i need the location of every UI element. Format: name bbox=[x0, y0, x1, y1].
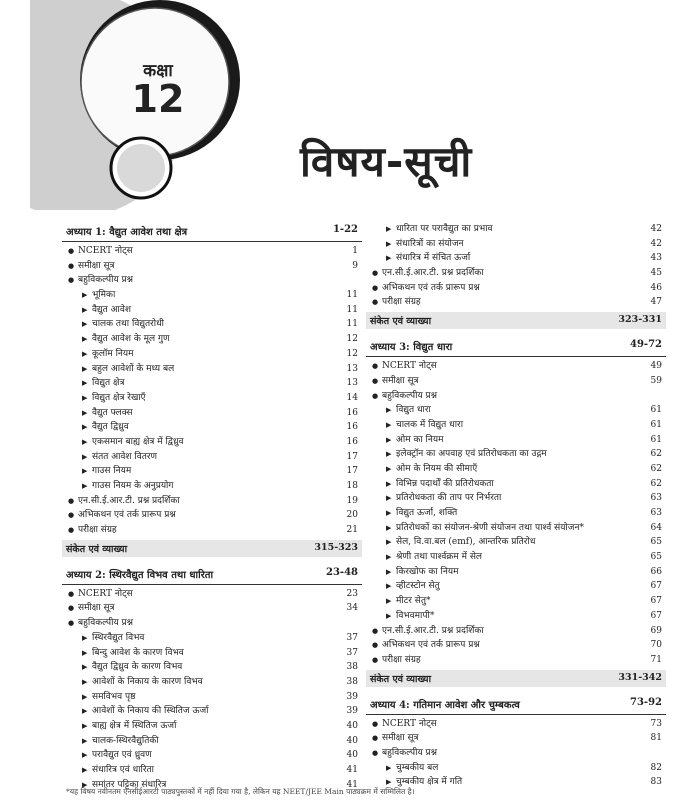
bullet-icon: ● bbox=[372, 376, 379, 385]
arrow-icon: ▶ bbox=[82, 408, 88, 417]
toc-entry[interactable] bbox=[366, 389, 666, 404]
bullet-icon: ● bbox=[372, 283, 379, 292]
toc-entry-page: 13 bbox=[346, 363, 358, 374]
toc-entry-page: 70 bbox=[650, 640, 662, 651]
toc-entry-title: वैद्युत आवेश bbox=[92, 304, 131, 315]
arrow-icon: ▶ bbox=[386, 778, 392, 787]
toc-entry[interactable] bbox=[62, 508, 362, 523]
bullet-icon: ● bbox=[372, 362, 379, 371]
arrow-icon: ▶ bbox=[82, 482, 88, 490]
toc-entry-title: गाउस नियम के अनुप्रयोग bbox=[92, 481, 174, 491]
arrow-icon: ▶ bbox=[386, 239, 392, 248]
bullet-icon: ● bbox=[68, 496, 75, 505]
bullet-icon: ● bbox=[372, 269, 379, 278]
bullet-icon: ● bbox=[372, 391, 379, 400]
toc-entry-page: 62 bbox=[650, 463, 662, 474]
bullet-icon: ● bbox=[372, 298, 379, 307]
arrow-icon: ▶ bbox=[82, 663, 88, 672]
toc-entry-title: समीक्षा सूत्र bbox=[78, 260, 115, 271]
arrow-icon: ▶ bbox=[386, 420, 392, 429]
toc-entry-page: 13 bbox=[346, 378, 358, 389]
arrow-icon: ▶ bbox=[82, 766, 88, 774]
toc-entry-title: वैद्युत आवेश के मूल गुण bbox=[92, 334, 170, 345]
toc-entry-title: संधारित्र एवं धारिता bbox=[92, 765, 154, 775]
solutions-label: संकेत एवं व्याख्या bbox=[370, 673, 432, 685]
bullet-icon: ● bbox=[372, 719, 379, 728]
chapter-heading[interactable] bbox=[366, 337, 666, 357]
toc-entry[interactable] bbox=[62, 406, 362, 421]
arrow-icon: ▶ bbox=[386, 406, 392, 415]
toc-entry[interactable] bbox=[366, 638, 666, 653]
chapter-title: अध्याय 4: गतिमान आवेश और चुम्बकत्व bbox=[370, 699, 520, 711]
toc-entry[interactable] bbox=[366, 462, 666, 477]
toc-entry-page: 37 bbox=[346, 647, 358, 658]
toc-entry-page: 19 bbox=[346, 495, 358, 506]
solutions-row[interactable] bbox=[62, 540, 362, 557]
toc-entry-title: समीक्षा सूत्र bbox=[78, 603, 115, 614]
toc-entry-title: परावैद्युत एवं ध्रुवण bbox=[92, 750, 152, 761]
toc-entry-page: 65 bbox=[650, 537, 662, 548]
arrow-icon: ▶ bbox=[82, 677, 88, 686]
toc-entry-title: बहुविकल्पीय प्रश्न bbox=[382, 390, 438, 401]
toc-entry-page: 82 bbox=[650, 762, 662, 773]
toc-entry[interactable] bbox=[62, 391, 362, 406]
toc-entry-title: स्थिरवैद्युत विभव bbox=[92, 632, 145, 643]
bullet-icon: ● bbox=[68, 276, 75, 285]
toc-entry[interactable] bbox=[62, 332, 362, 347]
toc-entry-page: 18 bbox=[346, 481, 358, 491]
toc-entry-title: विद्युत धारा bbox=[396, 405, 431, 416]
bullet-icon: ● bbox=[68, 247, 75, 255]
toc-entry-title: कूलॉम नियम bbox=[92, 348, 134, 359]
arrow-icon: ▶ bbox=[386, 597, 392, 606]
toc-entry[interactable] bbox=[366, 295, 666, 310]
toc-entry-page: 61 bbox=[650, 419, 662, 430]
toc-entry[interactable] bbox=[366, 477, 666, 492]
arrow-icon: ▶ bbox=[82, 721, 88, 730]
toc-entry[interactable] bbox=[366, 535, 666, 550]
arrow-icon: ▶ bbox=[82, 349, 88, 358]
toc-entry-page: 12 bbox=[346, 334, 358, 345]
arrow-icon: ▶ bbox=[386, 509, 392, 517]
toc-entry[interactable] bbox=[366, 251, 666, 266]
toc-entry[interactable] bbox=[62, 435, 362, 450]
toc-entry-title: परीक्षा संग्रह bbox=[382, 654, 421, 665]
toc-entry[interactable] bbox=[62, 748, 362, 763]
toc-entry[interactable] bbox=[366, 403, 666, 418]
toc-entry-page: 17 bbox=[346, 466, 358, 477]
toc-entry-page: 38 bbox=[346, 662, 358, 673]
chapter-pages: 73-92 bbox=[630, 696, 662, 708]
toc-entry[interactable] bbox=[366, 609, 666, 624]
bullet-icon: ● bbox=[68, 589, 75, 598]
bullet-icon: ● bbox=[372, 748, 379, 757]
toc-entry-page: 11 bbox=[346, 290, 358, 301]
toc-entry[interactable] bbox=[62, 719, 362, 734]
toc-entry-title: बहुविकल्पीय प्रश्न bbox=[78, 618, 134, 629]
toc-entry[interactable] bbox=[62, 601, 362, 616]
toc-entry-title: सेल, वि.वा.बल (emf), आन्तरिक प्रतिरोध bbox=[396, 537, 536, 548]
toc-entry-title: बाह्य क्षेत्र में स्थितिज ऊर्जा bbox=[92, 720, 177, 731]
toc-entry-page: 81 bbox=[650, 733, 662, 744]
toc-entry-title: समांतर पट्टिका संधारित्र bbox=[92, 779, 167, 790]
arrow-icon: ▶ bbox=[386, 567, 392, 576]
arrow-icon: ▶ bbox=[82, 736, 88, 745]
toc-entry-page: 40 bbox=[346, 750, 358, 761]
toc-entry-title: चालक-स्थिरवैद्युतिकी bbox=[92, 735, 159, 746]
toc-entry-title: परीक्षा संग्रह bbox=[78, 525, 117, 536]
chapter-heading[interactable] bbox=[62, 565, 362, 585]
toc-entry-page: 41 bbox=[346, 779, 358, 790]
toc-entry-page: 11 bbox=[346, 304, 358, 315]
toc-entry[interactable] bbox=[366, 418, 666, 433]
toc-entry[interactable] bbox=[366, 506, 666, 521]
toc-entry-page: 40 bbox=[346, 720, 358, 731]
chapter-title: अध्याय 3: विद्युत धारा bbox=[370, 342, 453, 354]
toc-entry[interactable] bbox=[366, 521, 666, 536]
toc-entry[interactable] bbox=[62, 317, 362, 332]
toc-entry-title: विद्युत ऊर्जा, शक्ति bbox=[396, 508, 458, 518]
arrow-icon: ▶ bbox=[386, 494, 392, 503]
arrow-icon: ▶ bbox=[82, 692, 88, 701]
toc-entry[interactable] bbox=[366, 594, 666, 609]
toc-entry-title: श्रेणी तथा पार्श्वक्रम में सेल bbox=[396, 552, 482, 563]
arrow-icon: ▶ bbox=[386, 225, 392, 233]
arrow-icon: ▶ bbox=[82, 467, 88, 476]
toc-entry-page: 62 bbox=[650, 478, 662, 489]
toc-entry[interactable] bbox=[366, 491, 666, 506]
toc-entry-page: 43 bbox=[650, 253, 662, 264]
toc-entry[interactable] bbox=[366, 433, 666, 448]
toc-entry[interactable] bbox=[62, 244, 362, 259]
toc-entry-page: 61 bbox=[650, 405, 662, 416]
arrow-icon: ▶ bbox=[386, 254, 392, 263]
toc-entry-title: वैद्युत द्विध्रुव bbox=[92, 422, 129, 433]
arrow-icon: ▶ bbox=[386, 464, 392, 473]
toc-entry-page: 1 bbox=[352, 246, 358, 256]
toc-entry-page: 69 bbox=[650, 625, 662, 636]
toc-entry-title: विभिन्न पदार्थों की प्रतिरोधकता bbox=[396, 478, 494, 489]
toc-entry-title: विद्युत क्षेत्र रेखाएँ bbox=[92, 392, 146, 403]
toc-entry[interactable] bbox=[62, 303, 362, 318]
toc-entry[interactable] bbox=[62, 646, 362, 661]
arrow-icon: ▶ bbox=[82, 437, 88, 446]
toc-entry-page: 9 bbox=[352, 260, 358, 271]
toc-entry-page: 73 bbox=[650, 718, 662, 729]
toc-entry-page: 49 bbox=[650, 361, 662, 372]
toc-entry[interactable] bbox=[62, 690, 362, 705]
toc-entry[interactable] bbox=[366, 222, 666, 237]
toc-entry[interactable] bbox=[62, 523, 362, 538]
toc-entry-page: 16 bbox=[346, 422, 358, 433]
toc-entry-page: 62 bbox=[650, 449, 662, 460]
toc-entry-title: गाउस नियम bbox=[92, 466, 132, 477]
toc-entry-title: NCERT नोट्स bbox=[382, 718, 437, 729]
toc-entry-page: 21 bbox=[346, 525, 358, 536]
toc-entry-title: आवेशों के निकाय के कारण विभव bbox=[92, 676, 203, 687]
toc-entry-page: 34 bbox=[346, 603, 358, 614]
arrow-icon: ▶ bbox=[386, 611, 392, 620]
toc-entry-page: 37 bbox=[346, 632, 358, 643]
toc-entry-page: 71 bbox=[650, 654, 662, 665]
toc-entry-page: 46 bbox=[650, 282, 662, 293]
toc-entry-page: 41 bbox=[346, 765, 358, 775]
arrow-icon: ▶ bbox=[82, 707, 88, 716]
toc-right-column bbox=[366, 222, 666, 790]
toc-entry-page: 61 bbox=[650, 434, 662, 445]
toc-entry-page: 23 bbox=[346, 588, 358, 599]
toc-entry-page: 83 bbox=[650, 777, 662, 788]
bullet-icon: ● bbox=[68, 511, 75, 520]
toc-entry[interactable] bbox=[366, 565, 666, 580]
toc-entry-title: अभिकथन एवं तर्क प्रारूप प्रश्न bbox=[78, 510, 176, 521]
toc-entry[interactable] bbox=[62, 288, 362, 303]
toc-entry-title: व्हीटस्टोन सेतु bbox=[396, 581, 440, 592]
bullet-icon: ● bbox=[68, 619, 75, 628]
toc-entry-title: संधारित्र में संचित ऊर्जा bbox=[396, 253, 471, 264]
arrow-icon: ▶ bbox=[82, 452, 88, 461]
toc-entry-title: समीक्षा सूत्र bbox=[382, 733, 419, 744]
solutions-label: संकेत एवं व्याख्या bbox=[66, 543, 128, 555]
arrow-icon: ▶ bbox=[82, 633, 88, 642]
toc-entry-page: 67 bbox=[650, 610, 662, 621]
arrow-icon: ▶ bbox=[386, 435, 392, 444]
bullet-icon: ● bbox=[372, 655, 379, 664]
chapter-pages: 1-22 bbox=[332, 224, 358, 235]
toc-entry[interactable] bbox=[62, 420, 362, 435]
toc-entry-page: 16 bbox=[346, 407, 358, 418]
class-number: 12 bbox=[131, 77, 185, 121]
toc-entry-title: ओम के नियम की सीमाएँ bbox=[396, 463, 478, 474]
arrow-icon: ▶ bbox=[386, 553, 392, 562]
footnote: *यह विषय नवीनतम एनसीईआरटी पाठ्यपुस्तकों में नहीं दिया गया है, लेकिन यह NEET/JEE Main पाठ्यक्रम में सम्मिलित है। bbox=[66, 787, 415, 796]
toc-entry[interactable] bbox=[62, 631, 362, 646]
toc-entry[interactable] bbox=[366, 447, 666, 462]
toc-entry[interactable] bbox=[62, 362, 362, 377]
toc-entry-page: 40 bbox=[346, 735, 358, 746]
toc-entry-page: 64 bbox=[650, 522, 662, 533]
toc-entry-page: 63 bbox=[650, 508, 662, 518]
toc-entry-page: 42 bbox=[650, 238, 662, 249]
chapter-heading[interactable] bbox=[62, 222, 362, 242]
arrow-icon: ▶ bbox=[82, 320, 88, 329]
arrow-icon: ▶ bbox=[82, 648, 88, 657]
toc-entry[interactable] bbox=[62, 450, 362, 465]
toc-entry[interactable] bbox=[366, 761, 666, 776]
arrow-icon: ▶ bbox=[386, 582, 392, 591]
toc-entry[interactable] bbox=[62, 464, 362, 479]
toc-entry-title: परीक्षा संग्रह bbox=[382, 297, 421, 308]
toc-entry-title: इलेक्ट्रॉन का अपवाह एवं प्रतिरोधकता का उद्गम bbox=[396, 449, 547, 460]
bullet-icon: ● bbox=[372, 734, 379, 743]
toc-entry[interactable] bbox=[62, 259, 362, 274]
arrow-icon: ▶ bbox=[82, 751, 88, 760]
toc-entry-title: बिन्दु आवेश के कारण विभव bbox=[92, 647, 184, 658]
solutions-pages: 323-331 bbox=[618, 314, 662, 326]
toc-entry-title: मीटर सेतु* bbox=[396, 596, 431, 607]
toc-entry[interactable] bbox=[62, 347, 362, 362]
toc-entry-title: चालक तथा विद्युतरोधी bbox=[92, 319, 165, 330]
solutions-label: संकेत एवं व्याख्या bbox=[370, 316, 432, 328]
toc-entry[interactable] bbox=[366, 359, 666, 374]
arrow-icon: ▶ bbox=[82, 364, 88, 373]
toc-left-column bbox=[62, 222, 362, 792]
page-title: विषय-सूची bbox=[300, 137, 473, 186]
toc-entry[interactable] bbox=[366, 281, 666, 296]
arrow-icon: ▶ bbox=[386, 763, 392, 772]
toc-entry[interactable] bbox=[366, 374, 666, 389]
toc-entry[interactable] bbox=[62, 376, 362, 391]
toc-entry-page: 66 bbox=[650, 566, 662, 577]
arrow-icon: ▶ bbox=[386, 450, 392, 459]
toc-entry-page: 65 bbox=[650, 552, 662, 563]
toc-entry-page: 63 bbox=[650, 493, 662, 504]
toc-entry-title: बहुविकल्पीय प्रश्न bbox=[382, 747, 438, 758]
toc-entry-page: 38 bbox=[346, 676, 358, 687]
toc-entry-title: विद्युत क्षेत्र bbox=[92, 378, 125, 389]
toc-entry-page: 67 bbox=[650, 581, 662, 592]
toc-entry-page: 14 bbox=[346, 392, 358, 403]
toc-entry[interactable] bbox=[62, 704, 362, 719]
toc-entry-title: एन.सी.ई.आर.टी. प्रश्न प्रदर्शिका bbox=[78, 495, 180, 506]
toc-entry-page: 11 bbox=[346, 319, 358, 330]
toc-entry[interactable] bbox=[366, 266, 666, 281]
toc-entry[interactable] bbox=[62, 479, 362, 494]
solutions-pages: 331-342 bbox=[618, 671, 662, 683]
chapter-title: अध्याय 2: स्थिरवैद्युत विभव तथा धारिता bbox=[66, 569, 214, 581]
toc-entry-title: आवेशों के निकाय की स्थितिज ऊर्जा bbox=[92, 706, 209, 717]
bullet-icon: ● bbox=[372, 641, 379, 650]
toc-entry[interactable] bbox=[62, 660, 362, 675]
toc-entry-page: 16 bbox=[346, 436, 358, 447]
toc-entry-page: 12 bbox=[346, 348, 358, 359]
toc-entry-title: भूमिका bbox=[92, 290, 116, 301]
toc-entry-page: 42 bbox=[650, 224, 662, 234]
toc-entry-title: NCERT नोट्स bbox=[78, 246, 133, 256]
toc-entry-page: 45 bbox=[650, 268, 662, 279]
toc-entry-page: 39 bbox=[346, 691, 358, 702]
small-circle-inner bbox=[117, 144, 165, 192]
arrow-icon: ▶ bbox=[386, 523, 392, 532]
chapter-pages: 49-72 bbox=[630, 339, 662, 351]
arrow-icon: ▶ bbox=[386, 479, 392, 488]
toc-entry-title: अभिकथन एवं तर्क प्रारूप प्रश्न bbox=[382, 282, 480, 293]
class-label: कक्षा bbox=[143, 61, 173, 81]
toc-entry-title: धारिता पर परावैद्युत का प्रभाव bbox=[396, 224, 493, 234]
toc-entry-title: प्रतिरोधकों का संयोजन-श्रेणी संयोजन तथा पार्श्व संयोजन* bbox=[396, 522, 584, 533]
toc-entry-page: 17 bbox=[346, 451, 358, 462]
toc-entry[interactable] bbox=[62, 734, 362, 749]
class-badge bbox=[118, 58, 198, 121]
toc-entry[interactable] bbox=[62, 494, 362, 509]
arrow-icon: ▶ bbox=[82, 305, 88, 314]
arrow-icon: ▶ bbox=[82, 423, 88, 432]
bullet-icon: ● bbox=[68, 526, 75, 535]
toc-entry-title: चुम्बकीय क्षेत्र में गति bbox=[396, 777, 463, 788]
arrow-icon: ▶ bbox=[82, 393, 88, 402]
chapter-heading[interactable] bbox=[366, 695, 666, 715]
arrow-icon: ▶ bbox=[82, 379, 88, 388]
solutions-pages: 315-323 bbox=[314, 541, 358, 553]
toc-entry-page: 67 bbox=[650, 596, 662, 607]
bullet-icon: ● bbox=[372, 626, 379, 635]
toc-entry-page: 59 bbox=[650, 375, 662, 386]
toc-entry-title: चुम्बकीय बल bbox=[396, 762, 439, 773]
solutions-row[interactable] bbox=[366, 670, 666, 687]
solutions-row[interactable] bbox=[366, 312, 666, 329]
toc-entry[interactable] bbox=[366, 579, 666, 594]
toc-entry[interactable] bbox=[62, 675, 362, 690]
toc-entry-title: वैद्युत द्विध्रुव के कारण विभव bbox=[92, 662, 183, 673]
toc-entry-page: 20 bbox=[346, 510, 358, 521]
toc-entry-title: एकसमान बाह्य क्षेत्र में द्विध्रुव bbox=[92, 436, 184, 447]
toc-entry[interactable] bbox=[62, 763, 362, 778]
toc-entry-title: समविभव पृष्ठ bbox=[92, 691, 136, 702]
toc-entry[interactable] bbox=[366, 237, 666, 252]
toc-entry[interactable] bbox=[366, 731, 666, 746]
toc-entry-title: एन.सी.ई.आर.टी. प्रश्न प्रदर्शिका bbox=[382, 268, 484, 279]
toc-entry[interactable] bbox=[62, 273, 362, 288]
toc-entry-title: बहुल आवेशों के मध्य बल bbox=[92, 363, 175, 374]
toc-entry-title: एन.सी.ई.आर.टी. प्रश्न प्रदर्शिका bbox=[382, 625, 484, 636]
arrow-icon: ▶ bbox=[82, 780, 88, 789]
toc-entry-title: प्रतिरोधकता की ताप पर निर्भरता bbox=[396, 493, 502, 504]
toc-entry-page: 39 bbox=[346, 706, 358, 717]
toc-entry-title: बहुविकल्पीय प्रश्न bbox=[78, 275, 134, 286]
bullet-icon: ● bbox=[68, 261, 75, 270]
toc-entry-title: NCERT नोट्स bbox=[382, 361, 437, 372]
toc-entry[interactable] bbox=[366, 746, 666, 761]
toc-entry[interactable] bbox=[366, 624, 666, 639]
toc-entry-title: किरखोफ का नियम bbox=[396, 566, 459, 577]
bullet-icon: ● bbox=[68, 604, 75, 613]
toc-entry-title: अभिकथन एवं तर्क प्रारूप प्रश्न bbox=[382, 640, 480, 651]
toc-entry[interactable] bbox=[366, 550, 666, 565]
toc-entry-title: समीक्षा सूत्र bbox=[382, 375, 419, 386]
chapter-title: अध्याय 1: वैद्युत आवेश तथा क्षेत्र bbox=[66, 227, 188, 238]
toc-entry-title: संतत आवेश वितरण bbox=[92, 451, 158, 462]
arrow-icon: ▶ bbox=[82, 335, 88, 344]
toc-entry-title: संधारित्रों का संयोजन bbox=[396, 238, 464, 249]
toc-entry[interactable] bbox=[62, 587, 362, 602]
toc-entry[interactable] bbox=[366, 653, 666, 668]
toc-entry[interactable] bbox=[62, 616, 362, 631]
toc-entry-title: विभवमापी* bbox=[396, 610, 435, 621]
toc-entry[interactable] bbox=[366, 717, 666, 732]
toc-entry-page: 47 bbox=[650, 297, 662, 308]
toc-entry-title: ओम का नियम bbox=[396, 434, 444, 445]
toc-entry-title: NCERT नोट्स bbox=[78, 588, 133, 599]
toc-entry-title: चालक में विद्युत धारा bbox=[396, 419, 464, 430]
arrow-icon: ▶ bbox=[82, 291, 88, 300]
chapter-pages: 23-48 bbox=[326, 566, 358, 578]
arrow-icon: ▶ bbox=[386, 538, 392, 547]
toc-entry-title: वैद्युत फ्लक्स bbox=[92, 407, 133, 418]
